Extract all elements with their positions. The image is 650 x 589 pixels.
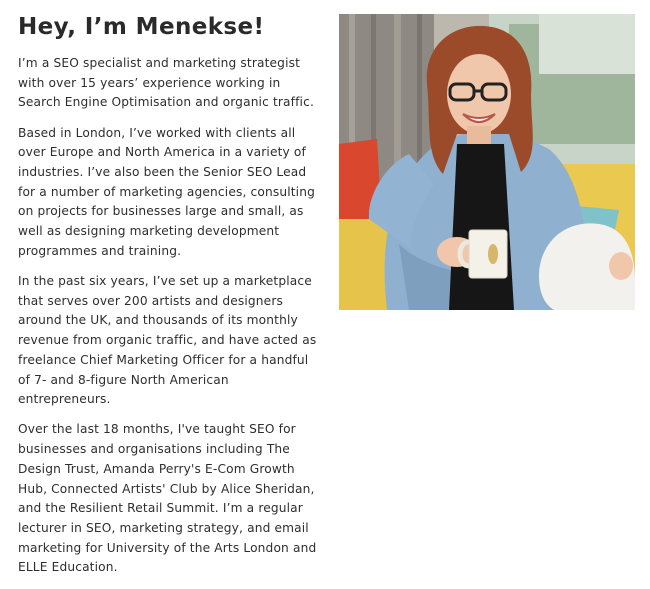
bio-paragraph-3: In the past six years, I’ve set up a marketplace that serves over 200 artists and designers around the UK, and thousands of its monthly revenue from organic traffic, and have acted as freelance Chief Marketing Officer for a handful of 7- and 8-figure North American entrepreneurs. <box>18 274 317 407</box>
portrait-photo <box>339 14 635 310</box>
about-section <box>18 12 323 589</box>
bio-paragraph-1: I’m a SEO specialist and marketing strategist with over 15 years’ experience working in Search Engine Optimisation and organic traffic. <box>18 56 314 110</box>
bio-paragraph-4: Over the last 18 months, I've taught SEO for businesses and organisations including The Design Trust, Amanda Perry's E-Com Growth Hub, Connected Artists' Club by Alice Sheridan, and the Resilient Retail Summit. I’m a regular lecturer in SEO, marketing strategy, and email marketing for University of the Arts London and ELLE Education. <box>18 422 317 575</box>
page-title: Hey, I’m Menekse! <box>18 14 265 40</box>
bio-paragraph-2: Based in London, I’ve worked with clients all over Europe and North America in a variety of industries. I’ve also been the Senior SEO Lead for a number of marketing agencies, consulting on projects for businesses large and small, as well as designing marketing development programmes and training. <box>18 125 315 258</box>
